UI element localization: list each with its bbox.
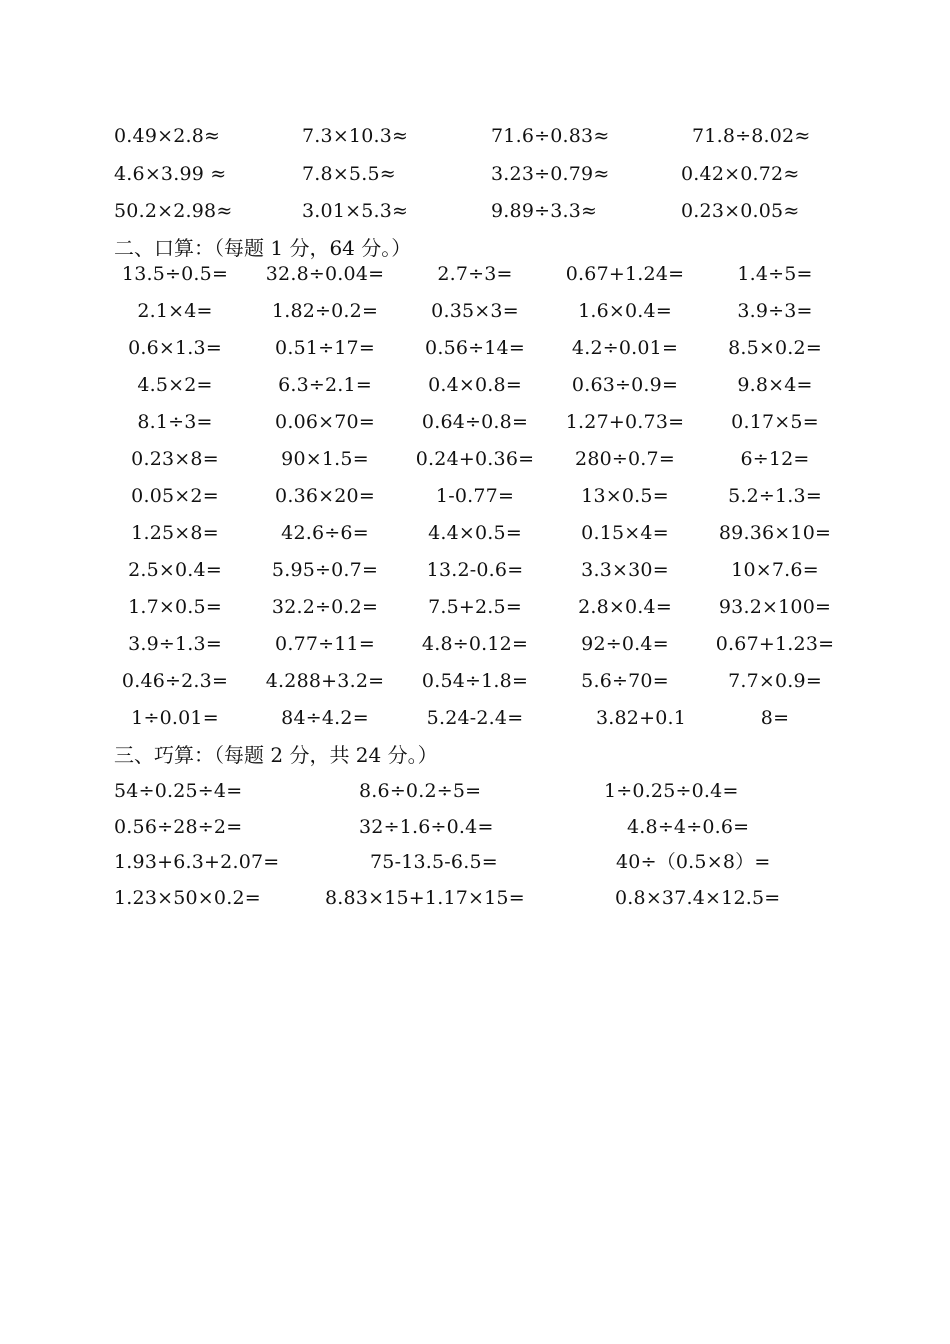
oral-row bbox=[0, 447, 950, 479]
estimation-problem: 50.2×2.98≈ bbox=[114, 200, 233, 222]
estimation-problem: 7.8×5.5≈ bbox=[302, 163, 396, 185]
oral-problem: 42.6÷6= bbox=[281, 522, 369, 544]
oral-problem: 0.36×20= bbox=[275, 485, 375, 507]
oral-problem: 1÷0.01= bbox=[131, 707, 219, 729]
oral-problem: 0.15×4= bbox=[581, 522, 669, 544]
estimation-row bbox=[0, 124, 950, 156]
oral-problem: 84÷4.2= bbox=[281, 707, 369, 729]
clever-problem: 8.83×15+1.17×15= bbox=[325, 887, 525, 909]
oral-row bbox=[0, 595, 950, 627]
oral-row bbox=[0, 669, 950, 701]
oral-problem: 6÷12= bbox=[740, 448, 810, 470]
oral-problem: 0.4×0.8= bbox=[428, 374, 522, 396]
clever-row bbox=[0, 850, 950, 882]
oral-problem: 32.2÷0.2= bbox=[271, 596, 379, 618]
oral-row bbox=[0, 299, 950, 331]
oral-row bbox=[0, 558, 950, 590]
oral-problem: 13.2-0.6= bbox=[426, 559, 524, 581]
clever-problem: 8.6÷0.2÷5= bbox=[359, 780, 482, 802]
oral-row bbox=[0, 410, 950, 442]
oral-problem: 1-0.77= bbox=[435, 485, 515, 507]
oral-problem: 280÷0.7= bbox=[575, 448, 675, 470]
clever-problem: 40÷（0.5×8）= bbox=[616, 851, 771, 873]
oral-row bbox=[0, 521, 950, 553]
oral-problem: 0.17×5= bbox=[731, 411, 819, 433]
oral-problem: 4.4×0.5= bbox=[428, 522, 522, 544]
oral-problem: 4.5×2= bbox=[137, 374, 213, 396]
clever-problem: 1.23×50×0.2= bbox=[114, 887, 261, 909]
oral-problem: 7.5+2.5= bbox=[428, 596, 522, 618]
oral-problem: 13×0.5= bbox=[581, 485, 669, 507]
oral-problem: 13.5÷0.5= bbox=[121, 263, 229, 285]
oral-problem: 0.35×3= bbox=[431, 300, 519, 322]
estimation-row bbox=[0, 199, 950, 231]
estimation-problem: 71.8÷8.02≈ bbox=[692, 125, 811, 147]
oral-problem: 1.6×0.4= bbox=[578, 300, 672, 322]
estimation-problem: 0.42×0.72≈ bbox=[681, 163, 800, 185]
oral-problem: 0.63÷0.9= bbox=[571, 374, 679, 396]
clever-row bbox=[0, 815, 950, 847]
oral-row bbox=[0, 632, 950, 664]
oral-problem: 2.5×0.4= bbox=[128, 559, 222, 581]
estimation-row bbox=[0, 162, 950, 194]
clever-problem: 75-13.5-6.5= bbox=[370, 851, 498, 873]
oral-row bbox=[0, 706, 950, 738]
oral-problem: 5.6÷70= bbox=[581, 670, 669, 692]
oral-problem: 2.1×4= bbox=[137, 300, 213, 322]
clever-row bbox=[0, 886, 950, 918]
clever-problem: 32÷1.6÷0.4= bbox=[359, 816, 494, 838]
clever-problem: 54÷0.25÷4= bbox=[114, 780, 243, 802]
oral-problem: 4.8÷0.12= bbox=[421, 633, 529, 655]
oral-problem: 9.8×4= bbox=[737, 374, 813, 396]
clever-row bbox=[0, 779, 950, 811]
oral-problem: 0.24+0.36= bbox=[415, 448, 535, 470]
oral-problem: 3.3×30= bbox=[581, 559, 669, 581]
section-heading-clever-calculation: 三、巧算：（每题 2 分，共 24 分。） bbox=[114, 743, 438, 767]
oral-problem: 8.1÷3= bbox=[137, 411, 213, 433]
oral-problem: 0.23×8= bbox=[131, 448, 219, 470]
oral-problem: 93.2×100= bbox=[718, 596, 832, 618]
oral-problem: 0.56÷14= bbox=[425, 337, 525, 359]
oral-problem: 2.7÷3= bbox=[437, 263, 513, 285]
estimation-problem: 9.89÷3.3≈ bbox=[491, 200, 598, 222]
estimation-problem: 3.23÷0.79≈ bbox=[491, 163, 610, 185]
oral-problem: 0.51÷17= bbox=[275, 337, 375, 359]
oral-row bbox=[0, 484, 950, 516]
oral-problem: 10×7.6= bbox=[731, 559, 819, 581]
oral-problem: 5.24-2.4= bbox=[426, 707, 524, 729]
oral-problem: 0.67+1.23= bbox=[715, 633, 835, 655]
clever-problem: 1.93+6.3+2.07= bbox=[114, 851, 280, 873]
clever-problem: 4.8÷4÷0.6= bbox=[627, 816, 750, 838]
oral-problem: 0.77÷11= bbox=[275, 633, 375, 655]
oral-problem: 0.64÷0.8= bbox=[421, 411, 529, 433]
oral-problem: 1.7×0.5= bbox=[128, 596, 222, 618]
oral-problem: 4.288+3.2= bbox=[265, 670, 385, 692]
estimation-problem: 0.49×2.8≈ bbox=[114, 125, 221, 147]
estimation-problem: 71.6÷0.83≈ bbox=[491, 125, 610, 147]
oral-problem: 3.82+0.1 bbox=[595, 707, 687, 729]
oral-problem: 2.8×0.4= bbox=[578, 596, 672, 618]
oral-problem: 0.06×70= bbox=[275, 411, 375, 433]
clever-problem: 0.8×37.4×12.5= bbox=[615, 887, 781, 909]
oral-problem: 0.05×2= bbox=[131, 485, 219, 507]
oral-problem: 0.46÷2.3= bbox=[121, 670, 229, 692]
oral-problem: 5.95÷0.7= bbox=[271, 559, 379, 581]
oral-problem: 1.27+0.73= bbox=[565, 411, 685, 433]
oral-problem: 1.25×8= bbox=[131, 522, 219, 544]
oral-problem: 32.8÷0.04= bbox=[265, 263, 385, 285]
oral-problem: 8.5×0.2= bbox=[728, 337, 822, 359]
estimation-problem: 3.01×5.3≈ bbox=[302, 200, 409, 222]
estimation-problem: 7.3×10.3≈ bbox=[302, 125, 409, 147]
oral-problem: 3.9÷1.3= bbox=[128, 633, 222, 655]
clever-problem: 0.56÷28÷2= bbox=[114, 816, 243, 838]
oral-problem: 0.67+1.24= bbox=[565, 263, 685, 285]
oral-problem: 90×1.5= bbox=[281, 448, 369, 470]
oral-problem: 1.82÷0.2= bbox=[271, 300, 379, 322]
estimation-problem: 0.23×0.05≈ bbox=[681, 200, 800, 222]
oral-problem: 0.54÷1.8= bbox=[421, 670, 529, 692]
oral-problem: 5.2÷1.3= bbox=[728, 485, 822, 507]
oral-problem: 7.7×0.9= bbox=[728, 670, 822, 692]
oral-problem: 1.4÷5= bbox=[737, 263, 813, 285]
estimation-problem: 4.6×3.99 ≈ bbox=[114, 163, 227, 185]
oral-problem: 8= bbox=[760, 707, 790, 729]
oral-row bbox=[0, 336, 950, 368]
oral-problem: 89.36×10= bbox=[718, 522, 832, 544]
oral-problem: 6.3÷2.1= bbox=[278, 374, 372, 396]
oral-row bbox=[0, 373, 950, 405]
oral-problem: 3.9÷3= bbox=[737, 300, 813, 322]
oral-problem: 4.2÷0.01= bbox=[571, 337, 679, 359]
oral-problem: 92÷0.4= bbox=[581, 633, 669, 655]
oral-problem: 0.6×1.3= bbox=[128, 337, 222, 359]
clever-problem: 1÷0.25÷0.4= bbox=[604, 780, 739, 802]
oral-row bbox=[0, 262, 950, 294]
section-heading-oral-calculation: 二、口算：（每题 1 分，64 分。） bbox=[114, 236, 412, 260]
